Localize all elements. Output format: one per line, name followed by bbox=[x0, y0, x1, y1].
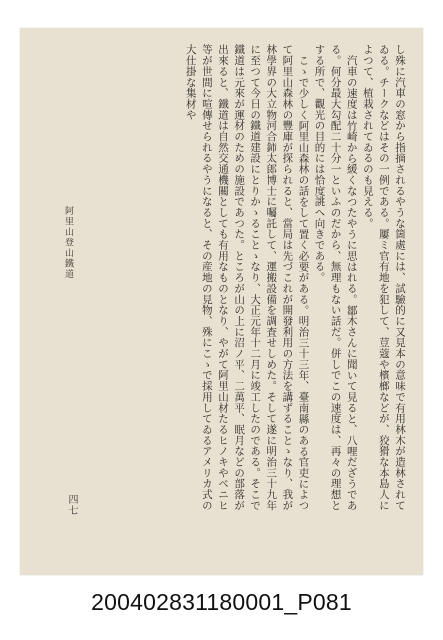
paragraph-3: こゝで少しく阿里山森林の話をして置く必要がある。明治三十三年、臺南縣のある官吏によつて阿里山森林の豐庫が探られると、當局は先づこれが開發利用の方法を講ずることゝなり、我が林學界の大立物河合鈰太郎博士に囑託して、運搬設備を調査せしめた。そして遂に明治三十九年に至つて今日の鐵道建設にとりかゝることゝなり、大正元年十二月に竣工したのである。そこで鐵道は元來が運材のための施設であつた。ところが山の上に沼ノ平、二萬平、眠月などの部落が出來ると、鐵道は自然交通機關としても有用なものとなり、やがて阿里山材たるヒノキやベニヒ等が世間に喧傳せられるやうになると、その産地の見物、殊にこゝで採用してゐるアメリカ式の大仕掛な集材や bbox=[184, 44, 310, 511]
page-number: 四七 bbox=[66, 494, 77, 516]
paragraph-2: 汽車の速度は竹崎から緩くなつたやうに思はれる。鄒木さんに聞いて見ると、八哩だざうである。何分最大勾配二十分一といふのだから、無理もない話だ。併しでこの速度は、再々の理想とする所で、觀光の目的には恰度誂へ向きである。 bbox=[313, 44, 358, 511]
image-id-caption: 200402831180001_P081 bbox=[91, 589, 352, 615]
book-page bbox=[20, 28, 423, 575]
body-text bbox=[82, 44, 408, 514]
running-head: 阿里山登山鐵道 bbox=[63, 206, 73, 280]
paragraph-1: し殊に汽車の窓から指摘されるやうな箇處には、試驗的に又見本の意味で有用林木が造林されてゐる。チークなどはその一例である。屢ミ官有地を犯して、荳蔻や檳榔などが、狡猾な本島人によつて、植栽されてゐるのも見える。 bbox=[361, 44, 406, 511]
